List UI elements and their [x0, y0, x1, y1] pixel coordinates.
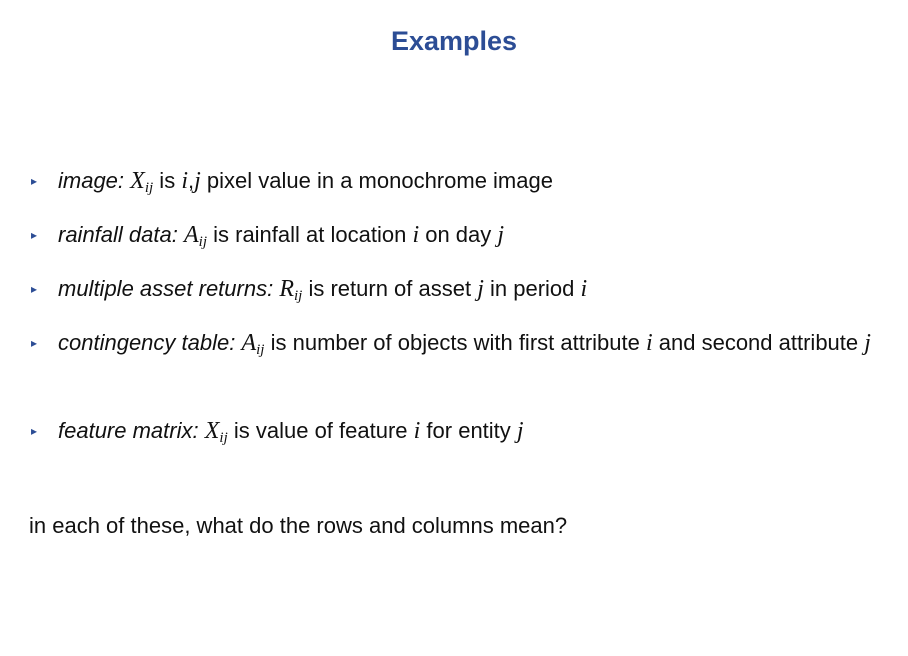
- math-index: j: [516, 418, 524, 444]
- bullet-item-feature-matrix: [31, 414, 888, 448]
- bullet-lead: image:: [58, 168, 125, 193]
- bullet-text: and second attribute: [652, 330, 865, 355]
- bullet-text: ,: [187, 168, 195, 193]
- bullet-text: on day: [419, 222, 498, 247]
- bullet-text: for entity: [420, 418, 517, 443]
- math-variable: $A_{ij}$: [241, 330, 265, 358]
- bullet-text: is: [153, 168, 182, 193]
- bullet-text: is value of feature: [227, 418, 414, 443]
- math-variable: $A_{ij}$: [183, 222, 207, 250]
- bullet-lead: feature matrix:: [58, 418, 199, 443]
- bullet-text: is return of asset: [302, 276, 478, 301]
- bullet-item-rainfall: [31, 218, 888, 252]
- bullet-marker-icon: ▸: [31, 282, 38, 296]
- bullet-marker-icon: ▸: [31, 424, 38, 438]
- math-index: i: [412, 222, 420, 248]
- bullet-lead: multiple asset returns:: [58, 276, 274, 301]
- math-variable: $R_{ij}$: [279, 276, 303, 304]
- bullet-marker-icon: ▸: [31, 228, 38, 242]
- bullet-text: pixel value in a monochrome image: [200, 168, 553, 193]
- bullet-marker-icon: ▸: [31, 336, 38, 350]
- bullet-text: is rainfall at location: [207, 222, 413, 247]
- bullet-item-image: [31, 164, 888, 198]
- math-index: i: [413, 418, 421, 444]
- math-variable: $X_{ij}$: [204, 418, 228, 446]
- math-index: j: [194, 168, 201, 194]
- bullet-marker-icon: ▸: [31, 174, 38, 188]
- math-index: j: [497, 222, 505, 248]
- bullet-lead: contingency table:: [58, 330, 236, 355]
- bullet-item-asset-returns: [31, 272, 888, 306]
- bullet-item-contingency: [31, 326, 888, 360]
- bullet-text: is number of objects with first attribute: [264, 330, 646, 355]
- closing-question: in each of these, what do the rows and columns mean?: [29, 513, 568, 538]
- slide-title: Examples: [390, 26, 518, 56]
- math-index: j: [477, 276, 484, 302]
- math-index: i: [645, 330, 653, 356]
- math-index: j: [864, 330, 871, 356]
- bullet-lead: rainfall data:: [58, 222, 178, 247]
- math-index: i: [580, 276, 588, 302]
- math-index: i: [181, 168, 188, 194]
- bullet-text: in period: [483, 276, 581, 301]
- math-variable: $X_{ij}$: [130, 168, 154, 196]
